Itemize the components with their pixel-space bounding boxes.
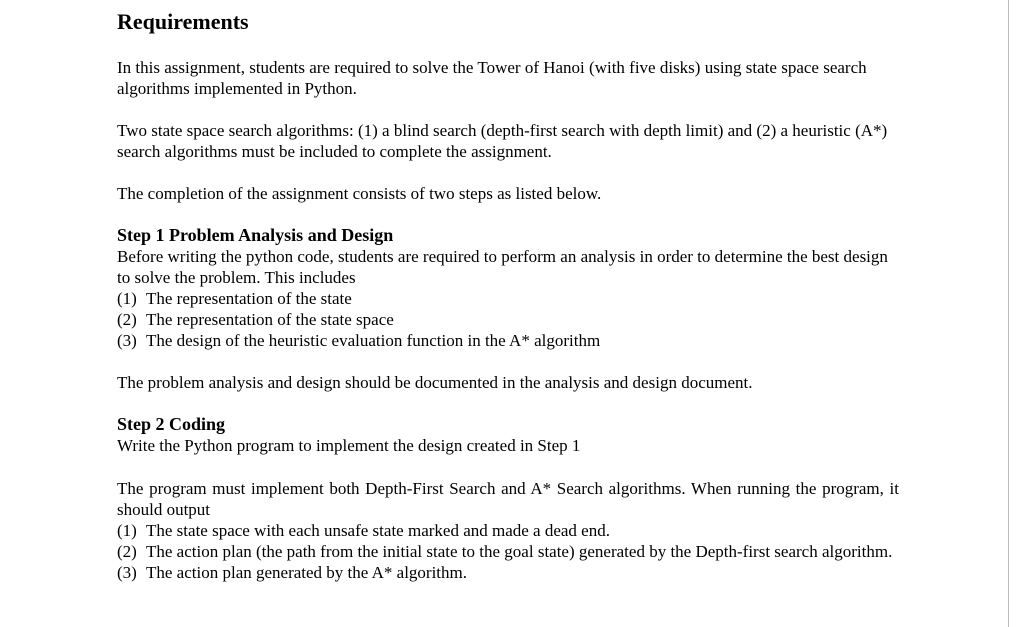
list-item-number: (1) (117, 521, 137, 540)
algorithms-paragraph: Two state space search algorithms: (1) a blind search (depth-first search with depth limit) and (2) a heuristic (A*) search algorithms must be included to complete the assignment. (117, 121, 888, 161)
list-item-number: (2) (117, 542, 137, 561)
list-item-text: The design of the heuristic evaluation function in the A* algorithm (146, 331, 601, 350)
completion-paragraph: The completion of the assignment consists of two steps as listed below. (117, 184, 602, 203)
list-item (117, 541, 899, 562)
step1-list (117, 288, 899, 351)
list-item-text: The representation of the state (146, 289, 352, 308)
list-item (117, 330, 899, 351)
step2-list (117, 520, 899, 583)
step1-title: Step 1 Problem Analysis and Design (117, 225, 394, 245)
list-item-text: The representation of the state space (146, 310, 394, 329)
list-item (117, 520, 899, 541)
step2-title: Step 2 Coding (117, 414, 226, 434)
list-item (117, 562, 899, 583)
step1-closing: The problem analysis and design should be documented in the analysis and design document. (117, 373, 753, 392)
list-item (117, 309, 899, 330)
intro-paragraph: In this assignment, students are required to solve the Tower of Hanoi (with five disks) using state space search algorithms implemented in Python. (117, 58, 867, 98)
page-edge (1008, 0, 1020, 627)
step2-program: The program must implement both Depth-First Search and A* Search algorithms. When running the program, it should output (117, 479, 899, 519)
list-item-text: The action plan generated by the A* algorithm. (146, 563, 468, 582)
page-title: Requirements (117, 9, 249, 34)
document-content (117, 8, 899, 583)
step2-intro: Write the Python program to implement the design created in Step 1 (117, 436, 581, 455)
list-item-text: The state space with each unsafe state marked and made a dead end. (146, 521, 610, 540)
list-item-number: (3) (117, 563, 137, 582)
list-item-number: (3) (117, 331, 137, 350)
list-item-text: The action plan (the path from the initial state to the goal state) generated by the Depth-first search algorithm. (146, 542, 893, 561)
step1-intro: Before writing the python code, students are required to perform an analysis in order to determine the best design to solve the problem. This includes (117, 247, 888, 287)
list-item (117, 288, 899, 309)
list-item-number: (1) (117, 289, 137, 308)
list-item-number: (2) (117, 310, 137, 329)
